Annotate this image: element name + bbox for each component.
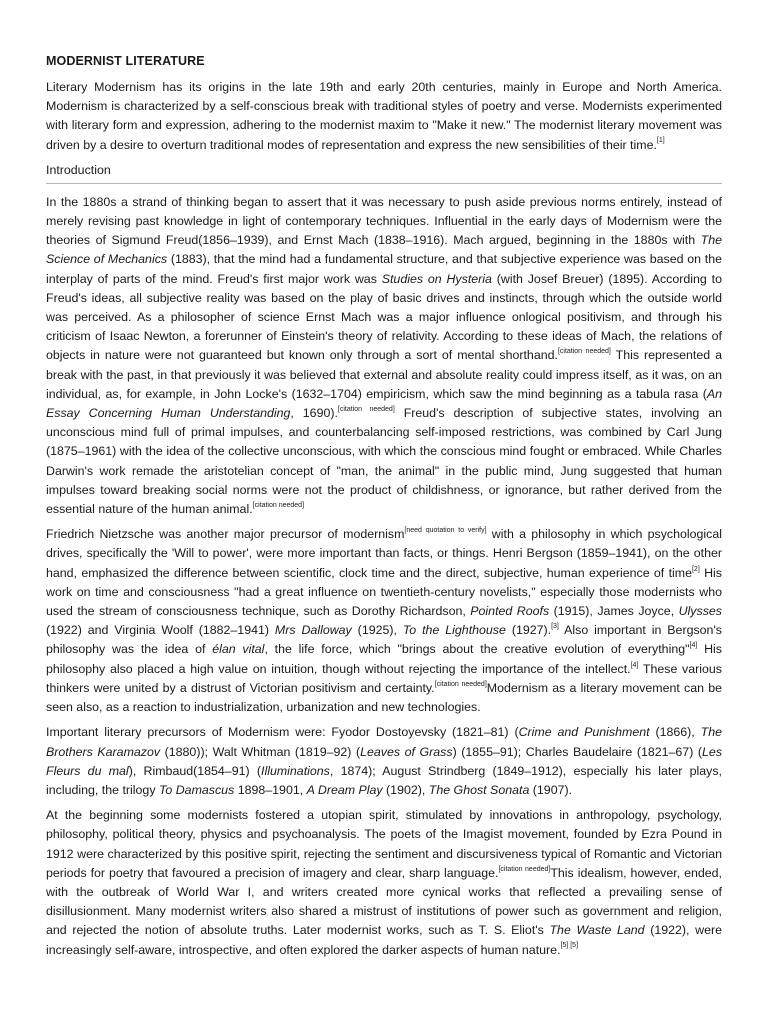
citation-needed-note[interactable]: [citation needed] (337, 405, 395, 413)
text-run: ), Rimbaud(1854–91) ( (128, 763, 261, 778)
text-run: (1880)); Walt Whitman (1819–92) ( (160, 744, 361, 759)
text-run: His work on time and consciousness "had a great influence on twentieth-century novelists," especially those modernists who used the stream of consciousness technique, such as Dorothy Richardson, (46, 565, 723, 619)
reference-4[interactable]: [4] (689, 642, 698, 650)
work-title: To the Lighthouse (402, 623, 506, 638)
reference-5[interactable]: [5] (568, 942, 579, 950)
text-run: (1925), (351, 623, 403, 638)
work-title: Les Fleurs du mal (46, 744, 723, 778)
paragraph-2 (46, 525, 722, 717)
citation-needed-note[interactable]: [citation needed] (252, 501, 305, 509)
work-title: The Brothers Karamazov (46, 725, 722, 759)
work-title: To Damascus (158, 782, 235, 797)
reference-4[interactable]: [4] (630, 661, 639, 669)
text-run: Modernism as a literary movement can be seen also, as a reaction to industrialization, urbanization and new technologies. (46, 680, 723, 715)
reference-5[interactable]: [5] (560, 942, 569, 950)
work-title: Pointed Roofs (470, 604, 550, 619)
work-title: Ulysses (678, 604, 722, 619)
work-title: An Essay Concerning Human Understanding (46, 386, 722, 421)
text-run: (1922), were increasingly self-aware, introspective, and often explored the darker aspects of human nature. (46, 923, 722, 957)
text-run: (1922) and Virginia Woolf (1882–1941) (46, 623, 275, 638)
work-title: The Science of Mechanics (46, 233, 722, 267)
text-run: Also important in Bergson's philosophy was the idea of (46, 623, 723, 657)
foreign-term: élan vital (212, 642, 265, 657)
text-run: with a philosophy in which psychological drives, specifically the 'Will to power', were more important than facts, or things. Henri Bergson (1859–1941), on the other hand, emphasized the difference between scientific, clock time and the direct, subjective, human experience of time (46, 527, 722, 580)
text-run: In the 1880s a strand of thinking began to assert that it was necessary to push aside previous norms entirely, instead of merely revising past knowledge in light of contemporary techniques. Influential in the early days of Modernism were the theories of Sigmund Freud(1856–1939), and Ernst Mach (1838–1916). Mach argued, beginning in the 1880s with (46, 194, 722, 248)
need-quotation-note[interactable]: [need quotation to verify] (404, 527, 487, 535)
text-run: 1898–1901, (234, 782, 307, 797)
text-run: , 1874); August Strindberg (1849–1912), especially his later plays, including, the trilogy (46, 763, 723, 797)
work-title: Mrs Dalloway (274, 623, 352, 638)
citation-needed-note[interactable]: [citation needed] (557, 348, 611, 356)
text-run: (1883), that the mind had a fundamental structure, and that subjective experience was based on the interplay of parts of the mind. Freud's first major work was (46, 252, 722, 286)
paragraph-3 (46, 723, 722, 800)
document-title: MODERNIST LITERATURE (46, 54, 205, 68)
reference-2[interactable]: [2] (691, 565, 700, 573)
text-run: (1902), (382, 782, 429, 797)
text-run: (1927). (505, 623, 552, 638)
text-run: Important literary precursors of Modernism were: Fyodor Dostoyevsky (1821–81) ( (46, 725, 519, 740)
text-run: Literary Modernism has its origins in the late 19th and early 20th centuries, mainly in Europe and North America. Modernism is characterized by a self-conscious break with traditional styles of poetry and verse. Modernists experimented with literary form and expression, adhering to the modernist maxim to "Make it new." The modernist literary movement was driven by a desire to overturn traditional modes of representation and express the new sensibilities of their time. (46, 80, 722, 152)
work-title: Illuminations (261, 763, 330, 778)
work-title: The Waste Land (549, 923, 645, 938)
text-run: (1907). (529, 782, 573, 797)
work-title: A Dream Play (306, 782, 383, 797)
intro-paragraph (46, 78, 722, 155)
reference-1[interactable]: [1] (656, 137, 665, 145)
paragraph-4 (46, 806, 722, 960)
text-run: , 1690). (290, 406, 338, 421)
text-run: At the beginning some modernists fostered a utopian spirit, stimulated by innovations in anthropology, psychology, philosophy, political theory, physics and psychoanalysis. The poets of the Imagist movement, founded by Ezra Pound in 1912 were characterized by this positive spirit, rejecting the sentiment and discursiveness typical of Romantic and Victorian periods for poetry that favoured a precision of imagery and clear, sharp language. (46, 808, 722, 880)
text-run: ) (1855–91); Charles Baudelaire (1821–67) ( (452, 744, 703, 759)
text-run: His philosophy also placed a high value on intuition, though without rejecting the importance of the intellect. (46, 642, 722, 676)
text-run: (1866), (649, 725, 701, 740)
reference-3[interactable]: [3] (551, 623, 559, 631)
text-run: These various thinkers were united by a distrust of Victorian positivism and certainty. (46, 661, 722, 695)
work-title: Crime and Punishment (518, 725, 650, 740)
work-title: The Ghost Sonata (428, 782, 530, 797)
text-run: This represented a break with the past, in that previously it was believed that external and absolute reality could impress itself, as it was, on an individual, as, for example, in John Locke's (1632–1704) empiricism, which saw the mind beginning as a tabula rasa ( (46, 348, 723, 401)
work-title: Leaves of Grass (360, 744, 453, 759)
citation-needed-note[interactable]: [citation needed] (498, 865, 551, 873)
text-run: , the life force, which "brings about the creative evolution of everything" (264, 642, 690, 657)
work-title: Studies on Hysteria (381, 271, 492, 286)
text-run: (with Josef Breuer) (1895). According to Freud's ideas, all subjective reality was based on the play of basic drives and instincts, through which the outside world was perceived. As a philosopher of science Ernst Mach was a major influence onlogical positivism, and through his criticism of Isaac Newton, a forerunner of Einstein's theory of relativity. According to these ideas of Mach, the relations of objects in nature were not guaranteed but known only through a sort of mental shorthand. (46, 271, 722, 363)
text-run: Friedrich Nietzsche was another major precursor of modernism (46, 527, 405, 542)
paragraph-1 (46, 193, 722, 519)
text-run: (1915), James Joyce, (549, 604, 679, 619)
section-heading-introduction: Introduction (46, 161, 722, 184)
text-run: This idealism, however, ended, with the outbreak of World War I, and writers created more cynical works that reflected a prevailing sense of disillusionment. Many modernist writers also shared a mistrust of institutions of power such as government and religion, and rejected the notion of absolute truths. Later modernist works, such as T. S. Eliot's (46, 865, 722, 938)
citation-needed-note[interactable]: [citation needed] (434, 680, 487, 688)
text-run: Freud's description of subjective states, involving an unconscious mind full of primal impulses, and counterbalancing self-imposed restrictions, was combined by Carl Jung (1875–1961) with the idea of the collective unconscious, with which the conscious mind fought or embraced. While Charles Darwin's work remade the aristotelian concept of "man, the animal" in the public mind, Jung suggested that human impulses toward breaking social norms were not the product of childishness, or ignorance, but rather derived from the essential nature of the human animal. (46, 406, 723, 517)
